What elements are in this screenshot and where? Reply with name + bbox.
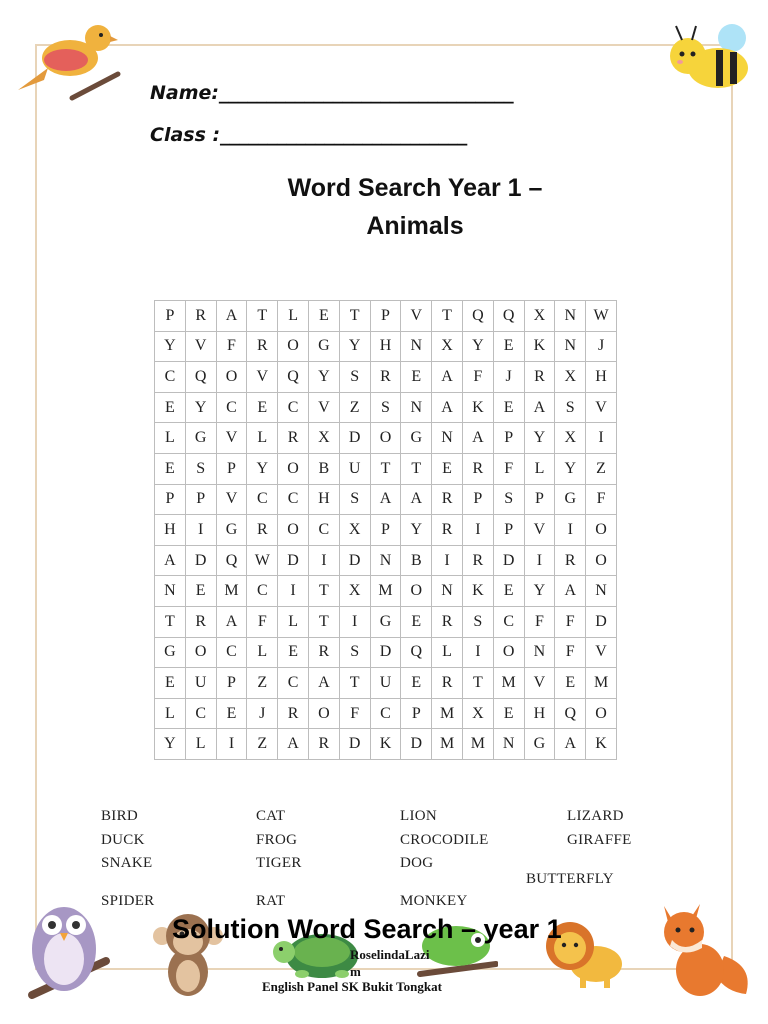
grid-cell: A <box>401 484 432 515</box>
grid-cell: C <box>155 362 186 393</box>
grid-cell: Q <box>555 698 586 729</box>
grid-cell: D <box>339 545 370 576</box>
grid-cell: O <box>586 698 617 729</box>
grid-cell: W <box>247 545 278 576</box>
grid-cell: L <box>155 698 186 729</box>
grid-row <box>155 331 617 362</box>
grid-cell: Z <box>586 453 617 484</box>
grid-cell: Y <box>155 331 186 362</box>
grid-row <box>155 729 617 760</box>
grid-row <box>155 606 617 637</box>
grid-cell: Y <box>247 453 278 484</box>
grid-cell: P <box>462 484 493 515</box>
grid-cell: H <box>586 362 617 393</box>
grid-cell: M <box>370 576 401 607</box>
grid-cell: K <box>586 729 617 760</box>
grid-cell: R <box>308 729 339 760</box>
grid-cell: P <box>155 301 186 332</box>
grid-cell: X <box>308 423 339 454</box>
grid-cell: M <box>216 576 247 607</box>
grid-cell: Q <box>401 637 432 668</box>
grid-cell: L <box>247 637 278 668</box>
grid-cell: N <box>432 576 463 607</box>
grid-cell: E <box>216 698 247 729</box>
grid-cell: R <box>370 362 401 393</box>
grid-cell: Y <box>185 392 216 423</box>
grid-cell: I <box>432 545 463 576</box>
grid-cell: E <box>493 576 524 607</box>
grid-cell: A <box>155 545 186 576</box>
grid-cell: H <box>155 515 186 546</box>
grid-cell: T <box>247 301 278 332</box>
grid-cell: X <box>555 423 586 454</box>
grid-cell: S <box>339 484 370 515</box>
grid-cell: I <box>278 576 309 607</box>
grid-cell: O <box>278 515 309 546</box>
grid-cell: A <box>432 392 463 423</box>
grid-cell: V <box>216 423 247 454</box>
grid-row <box>155 423 617 454</box>
grid-cell: A <box>555 576 586 607</box>
grid-cell: N <box>555 301 586 332</box>
page-title: Word Search Year 1 – <box>287 174 543 202</box>
grid-cell: L <box>278 301 309 332</box>
grid-cell: N <box>401 331 432 362</box>
grid-cell: X <box>339 515 370 546</box>
grid-cell: N <box>155 576 186 607</box>
grid-cell: V <box>216 484 247 515</box>
grid-cell: I <box>586 423 617 454</box>
word-monkey: MONKEY <box>400 893 468 909</box>
grid-row <box>155 698 617 729</box>
word-spider: SPIDER <box>101 893 155 909</box>
word-butterfly: BUTTERFLY <box>526 871 614 887</box>
grid-cell: C <box>247 484 278 515</box>
grid-cell: K <box>524 331 555 362</box>
grid-cell: M <box>432 729 463 760</box>
grid-cell: E <box>308 301 339 332</box>
grid-cell: S <box>185 453 216 484</box>
grid-cell: M <box>462 729 493 760</box>
grid-cell: V <box>308 392 339 423</box>
grid-cell: J <box>586 331 617 362</box>
grid-cell: E <box>155 453 186 484</box>
grid-cell: A <box>370 484 401 515</box>
grid-cell: N <box>432 423 463 454</box>
grid-cell: M <box>432 698 463 729</box>
page-subtitle: Animals <box>366 212 464 240</box>
grid-cell: Q <box>462 301 493 332</box>
grid-cell: R <box>432 484 463 515</box>
grid-cell: R <box>432 668 463 699</box>
grid-cell: T <box>308 606 339 637</box>
grid-cell: U <box>185 668 216 699</box>
grid-cell: R <box>185 606 216 637</box>
grid-cell: O <box>370 423 401 454</box>
grid-cell: S <box>493 484 524 515</box>
grid-cell: O <box>278 331 309 362</box>
grid-cell: I <box>185 515 216 546</box>
grid-cell: D <box>370 637 401 668</box>
grid-cell: J <box>493 362 524 393</box>
grid-cell: R <box>247 515 278 546</box>
grid-cell: Q <box>278 362 309 393</box>
grid-cell: I <box>308 545 339 576</box>
grid-cell: G <box>185 423 216 454</box>
grid-cell: E <box>401 668 432 699</box>
grid-cell: C <box>185 698 216 729</box>
word-frog: FROG <box>256 832 298 848</box>
grid-cell: I <box>555 515 586 546</box>
grid-cell: S <box>462 606 493 637</box>
grid-cell: R <box>462 545 493 576</box>
grid-cell: P <box>155 484 186 515</box>
grid-cell: E <box>185 576 216 607</box>
fox-icon <box>654 896 754 1000</box>
grid-cell: X <box>432 331 463 362</box>
grid-cell: C <box>216 392 247 423</box>
grid-cell: N <box>524 637 555 668</box>
grid-cell: N <box>493 729 524 760</box>
grid-cell: C <box>278 484 309 515</box>
grid-cell: T <box>370 453 401 484</box>
grid-cell: F <box>339 698 370 729</box>
grid-cell: A <box>278 729 309 760</box>
grid-cell: T <box>401 453 432 484</box>
grid-cell: N <box>370 545 401 576</box>
grid-cell: K <box>462 392 493 423</box>
grid-cell: V <box>247 362 278 393</box>
grid-cell: F <box>462 362 493 393</box>
grid-cell: O <box>216 362 247 393</box>
grid-cell: R <box>185 301 216 332</box>
grid-row <box>155 576 617 607</box>
grid-row <box>155 515 617 546</box>
grid-cell: X <box>339 576 370 607</box>
word-duck: DUCK <box>101 832 145 848</box>
grid-cell: V <box>586 392 617 423</box>
grid-cell: F <box>247 606 278 637</box>
grid-cell: R <box>278 423 309 454</box>
grid-cell: N <box>586 576 617 607</box>
grid-cell: S <box>339 637 370 668</box>
grid-cell: N <box>401 392 432 423</box>
grid-cell: V <box>524 668 555 699</box>
grid-cell: G <box>216 515 247 546</box>
grid-cell: Y <box>401 515 432 546</box>
grid-cell: P <box>370 301 401 332</box>
grid-cell: O <box>308 698 339 729</box>
grid-cell: T <box>462 668 493 699</box>
word-search-grid <box>154 300 617 760</box>
solution-heading: Solution Word Search – year 1 <box>172 914 562 944</box>
grid-cell: D <box>185 545 216 576</box>
grid-row <box>155 668 617 699</box>
grid-cell: A <box>524 392 555 423</box>
word-cat: CAT <box>256 808 286 824</box>
grid-cell: X <box>555 362 586 393</box>
grid-cell: L <box>432 637 463 668</box>
word-snake: SNAKE <box>101 855 153 871</box>
grid-cell: M <box>586 668 617 699</box>
grid-cell: P <box>493 515 524 546</box>
grid-cell: R <box>555 545 586 576</box>
name-field: Name:_______________________________ <box>150 82 514 104</box>
bird-icon <box>14 18 124 104</box>
grid-cell: T <box>308 576 339 607</box>
grid-cell: P <box>185 484 216 515</box>
grid-cell: Y <box>155 729 186 760</box>
grid-cell: E <box>493 698 524 729</box>
grid-cell: D <box>339 729 370 760</box>
grid-cell: V <box>401 301 432 332</box>
grid-cell: Y <box>524 423 555 454</box>
grid-cell: T <box>339 301 370 332</box>
grid-cell: M <box>493 668 524 699</box>
grid-cell: G <box>155 637 186 668</box>
grid-cell: C <box>493 606 524 637</box>
word-lizard: LIZARD <box>567 808 624 824</box>
word-dog: DOG <box>400 855 434 871</box>
grid-cell: Y <box>339 331 370 362</box>
grid-cell: E <box>555 668 586 699</box>
grid-cell: S <box>555 392 586 423</box>
grid-cell: R <box>432 515 463 546</box>
grid-cell: Q <box>216 545 247 576</box>
author-name-cont: m <box>350 964 361 979</box>
author-name: RoselindaLazi <box>350 947 430 962</box>
grid-cell: O <box>185 637 216 668</box>
grid-cell: N <box>555 331 586 362</box>
grid-cell: E <box>401 606 432 637</box>
grid-cell: T <box>432 301 463 332</box>
word-giraffe: GIRAFFE <box>567 832 632 848</box>
grid-cell: E <box>493 392 524 423</box>
grid-cell: H <box>524 698 555 729</box>
grid-cell: F <box>555 606 586 637</box>
grid-cell: S <box>339 362 370 393</box>
grid-cell: U <box>370 668 401 699</box>
grid-cell: Y <box>555 453 586 484</box>
grid-cell: F <box>555 637 586 668</box>
grid-cell: R <box>432 606 463 637</box>
grid-cell: O <box>278 453 309 484</box>
grid-cell: P <box>216 668 247 699</box>
grid-cell: L <box>247 423 278 454</box>
grid-cell: H <box>308 484 339 515</box>
grid-cell: C <box>278 392 309 423</box>
grid-cell: L <box>524 453 555 484</box>
grid-cell: A <box>308 668 339 699</box>
grid-cell: S <box>370 392 401 423</box>
grid-cell: Q <box>185 362 216 393</box>
grid-cell: V <box>586 637 617 668</box>
grid-cell: G <box>308 331 339 362</box>
grid-row <box>155 301 617 332</box>
grid-cell: G <box>370 606 401 637</box>
grid-cell: P <box>401 698 432 729</box>
panel-credit: English Panel SK Bukit Tongkat <box>262 979 442 994</box>
grid-cell: T <box>339 668 370 699</box>
grid-cell: A <box>216 606 247 637</box>
grid-cell: E <box>155 668 186 699</box>
grid-cell: C <box>216 637 247 668</box>
grid-cell: O <box>401 576 432 607</box>
grid-cell: C <box>370 698 401 729</box>
grid-cell: I <box>462 637 493 668</box>
grid-cell: U <box>339 453 370 484</box>
grid-cell: I <box>524 545 555 576</box>
grid-cell: A <box>216 301 247 332</box>
grid-row <box>155 637 617 668</box>
grid-cell: X <box>524 301 555 332</box>
word-crocodile: CROCODILE <box>400 832 489 848</box>
grid-cell: V <box>185 331 216 362</box>
grid-cell: P <box>493 423 524 454</box>
grid-cell: D <box>278 545 309 576</box>
grid-cell: Q <box>493 301 524 332</box>
grid-row <box>155 392 617 423</box>
grid-cell: L <box>155 423 186 454</box>
grid-cell: H <box>370 331 401 362</box>
grid-cell: R <box>278 698 309 729</box>
grid-cell: Z <box>339 392 370 423</box>
grid-cell: O <box>586 515 617 546</box>
grid-cell: K <box>462 576 493 607</box>
grid-cell: V <box>524 515 555 546</box>
grid-cell: I <box>339 606 370 637</box>
grid-cell: I <box>462 515 493 546</box>
grid-cell: A <box>555 729 586 760</box>
grid-cell: C <box>308 515 339 546</box>
word-lion: LION <box>400 808 438 824</box>
grid-cell: P <box>370 515 401 546</box>
grid-cell: R <box>247 331 278 362</box>
grid-cell: I <box>216 729 247 760</box>
class-field: Class :__________________________ <box>150 124 468 146</box>
grid-cell: R <box>462 453 493 484</box>
grid-cell: E <box>155 392 186 423</box>
grid-cell: D <box>493 545 524 576</box>
grid-cell: E <box>432 453 463 484</box>
grid-cell: T <box>155 606 186 637</box>
word-tiger: TIGER <box>256 855 302 871</box>
grid-row <box>155 453 617 484</box>
grid-cell: F <box>524 606 555 637</box>
grid-cell: P <box>524 484 555 515</box>
grid-cell: E <box>401 362 432 393</box>
grid-cell: R <box>524 362 555 393</box>
grid-cell: L <box>185 729 216 760</box>
grid-cell: Z <box>247 668 278 699</box>
grid-cell: O <box>493 637 524 668</box>
word-rat: RAT <box>256 893 286 909</box>
grid-cell: G <box>555 484 586 515</box>
grid-cell: E <box>493 331 524 362</box>
grid-cell: D <box>401 729 432 760</box>
grid-row <box>155 545 617 576</box>
word-bird: BIRD <box>101 808 139 824</box>
grid-cell: P <box>216 453 247 484</box>
grid-cell: J <box>247 698 278 729</box>
bee-icon <box>660 16 760 96</box>
grid-cell: A <box>462 423 493 454</box>
grid-cell: E <box>278 637 309 668</box>
grid-cell: Y <box>462 331 493 362</box>
grid-cell: D <box>586 606 617 637</box>
grid-cell: B <box>308 453 339 484</box>
grid-row <box>155 362 617 393</box>
grid-cell: E <box>247 392 278 423</box>
grid-cell: R <box>308 637 339 668</box>
grid-cell: W <box>586 301 617 332</box>
grid-cell: Y <box>524 576 555 607</box>
grid-cell: Y <box>308 362 339 393</box>
grid-cell: B <box>401 545 432 576</box>
grid-row <box>155 484 617 515</box>
grid-cell: Z <box>247 729 278 760</box>
grid-cell: F <box>216 331 247 362</box>
grid-cell: X <box>462 698 493 729</box>
grid-cell: F <box>586 484 617 515</box>
grid-cell: C <box>247 576 278 607</box>
grid-cell: A <box>432 362 463 393</box>
grid-cell: D <box>339 423 370 454</box>
grid-cell: G <box>524 729 555 760</box>
grid-cell: F <box>493 453 524 484</box>
owl-icon <box>18 895 114 1015</box>
grid-cell: K <box>370 729 401 760</box>
grid-cell: G <box>401 423 432 454</box>
grid-cell: C <box>278 668 309 699</box>
grid-cell: L <box>278 606 309 637</box>
grid-cell: O <box>586 545 617 576</box>
